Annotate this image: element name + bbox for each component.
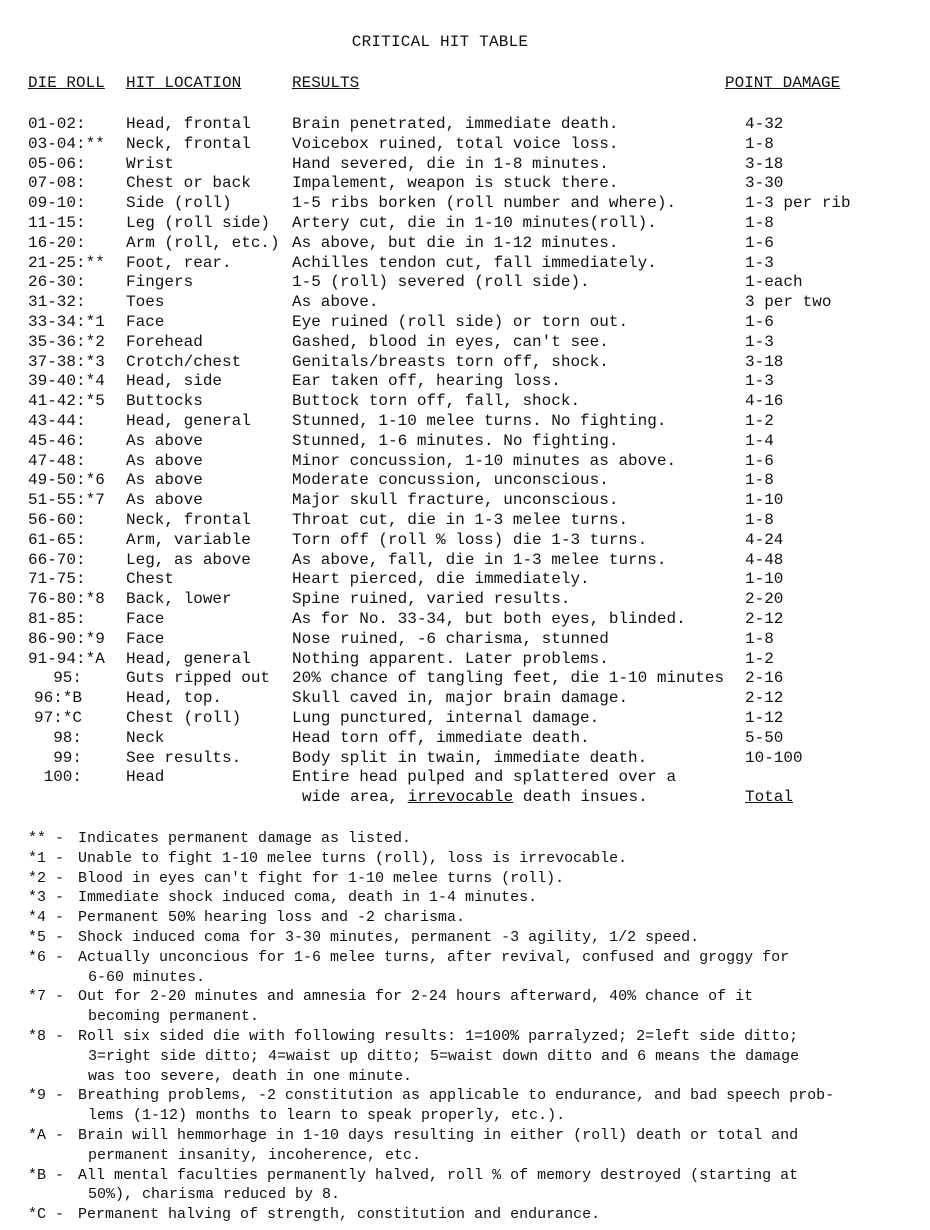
header-results: RESULTS [292, 74, 360, 92]
footnote-text: was too severe, death in one minute. [88, 1067, 413, 1085]
footnote [28, 1027, 918, 1086]
hit-location-cell: Leg (roll side) [126, 213, 271, 232]
die-roll-cell: 56-60: [28, 510, 86, 529]
hit-location-cell: Head, general [126, 411, 251, 430]
point-damage-cell: 1-2 [745, 649, 774, 668]
point-damage-cell: 1-8 [745, 471, 774, 490]
results-cell: Head torn off, immediate death. [292, 728, 590, 747]
hit-location-cell: Chest [126, 570, 175, 589]
results-cell: Heart pierced, die immediately. [292, 570, 590, 589]
footnote [28, 829, 918, 849]
die-roll-cell: 71-75: [28, 570, 86, 589]
footnote-text: 3=right side ditto; 4=waist up ditto; 5=waist down ditto and 6 means the damage [88, 1047, 800, 1065]
results-cell: As for No. 33-34, but both eyes, blinded. [292, 609, 686, 628]
table-row [0, 135, 930, 155]
table-row [0, 511, 930, 531]
table-row [0, 531, 930, 551]
die-roll-cell: 09-10: [28, 194, 86, 213]
die-roll-cell: 37-38:*3 [28, 352, 105, 371]
footnote-marker: *4 - [28, 909, 65, 927]
point-damage-cell: 3-18 [745, 154, 784, 173]
footnote-text: Immediate shock induced coma, death in 1-4 minutes. [78, 889, 538, 907]
footnote-marker: *5 - [28, 928, 65, 946]
die-roll-cell: 81-85: [28, 609, 86, 628]
hit-location-cell: Face [126, 312, 165, 331]
table-row [0, 412, 930, 432]
footnote [28, 987, 918, 1027]
hit-location-cell: Side (roll) [126, 194, 232, 213]
hit-location-cell: Forehead [126, 332, 203, 351]
results-cell: Ear taken off, hearing loss. [292, 372, 561, 391]
footnote [28, 928, 918, 948]
table-row [0, 392, 930, 412]
hit-location-cell: Face [126, 609, 165, 628]
point-damage-cell: 1-8 [745, 510, 774, 529]
footnote-marker: *3 - [28, 889, 65, 907]
hit-location-cell: Back, lower [126, 590, 232, 609]
table-row [0, 115, 930, 135]
point-damage-cell: 4-24 [745, 530, 784, 549]
results-cell: Body split in twain, immediate death. [292, 748, 648, 767]
footnote-text: Permanent halving of strength, constitution and endurance. [78, 1206, 601, 1224]
footnote-marker: *8 - [28, 1027, 65, 1045]
table-row [0, 155, 930, 175]
footnote-text: All mental faculties permanently halved, roll % of memory destroyed (starting at [78, 1166, 799, 1184]
results-cell: Torn off (roll % loss) die 1-3 turns. [292, 530, 648, 549]
die-roll-cell: 61-65: [28, 530, 86, 549]
results-cell: Buttock torn off, fall, shock. [292, 392, 581, 411]
table-row [0, 709, 930, 729]
footnote-text: 50%), charisma reduced by 8. [88, 1186, 341, 1204]
footnote [28, 888, 918, 908]
footnote-marker: *C - [28, 1206, 65, 1224]
die-roll-cell: 98: [53, 728, 82, 747]
die-roll-cell: 66-70: [28, 550, 86, 569]
point-damage-cell: 4-16 [745, 392, 784, 411]
table-row [0, 293, 930, 313]
hit-location-cell: Head [126, 768, 165, 787]
table-row [0, 313, 930, 333]
hit-location-cell: See results. [126, 748, 242, 767]
table-row [0, 749, 930, 769]
results-cell: As above. [292, 293, 379, 312]
page-title: CRITICAL HIT TABLE [351, 33, 529, 51]
results-cell: Voicebox ruined, total voice loss. [292, 134, 619, 153]
table-row [0, 471, 930, 491]
footnote-text: lems (1-12) months to learn to speak properly, etc.). [88, 1107, 566, 1125]
table-row [0, 372, 930, 392]
hit-location-cell: Fingers [126, 273, 194, 292]
point-damage-cell: 1-12 [745, 708, 784, 727]
point-damage-cell: 3-18 [745, 352, 784, 371]
hit-location-cell: Arm (roll, etc.) [126, 233, 280, 252]
point-damage-cell: 1-3 [745, 332, 774, 351]
footnote-marker: *B - [28, 1166, 65, 1184]
table-row [0, 234, 930, 254]
footnote-text: becoming permanent. [88, 1008, 260, 1026]
hit-location-cell: Leg, as above [126, 550, 251, 569]
footnote-text: Shock induced coma for 3-30 minutes, permanent -3 agility, 1/2 speed. [78, 928, 700, 946]
point-damage-cell: 5-50 [745, 728, 784, 747]
results-cell: Skull caved in, major brain damage. [292, 689, 629, 708]
hit-location-cell: As above [126, 431, 203, 450]
table-row [0, 214, 930, 234]
results-cell: Minor concussion, 1-10 minutes as above. [292, 451, 677, 470]
die-roll-cell: 47-48: [28, 451, 86, 470]
results-cell: Throat cut, die in 1-3 melee turns. [292, 510, 629, 529]
header-die-roll: DIE ROLL [28, 74, 105, 92]
results-cell: Major skull fracture, unconscious. [292, 491, 619, 510]
hit-location-cell: Head, top. [126, 689, 223, 708]
footnote [28, 948, 918, 988]
results-cell: Nose ruined, -6 charisma, stunned [292, 629, 609, 648]
die-roll-cell: 11-15: [28, 213, 86, 232]
table-row [0, 590, 930, 610]
table-row [0, 194, 930, 214]
die-roll-cell: 05-06: [28, 154, 86, 173]
footnote-marker: *2 - [28, 869, 65, 887]
point-damage-cell: Total [745, 788, 794, 807]
die-roll-cell: 26-30: [28, 273, 86, 292]
footnote-text: Breathing problems, -2 constitution as applicable to endurance, and bad speech prob- [78, 1087, 835, 1105]
footnote-marker: *A - [28, 1126, 65, 1144]
point-damage-cell: 1-2 [745, 411, 774, 430]
point-damage-cell: 1-each [745, 273, 803, 292]
table-row [0, 689, 930, 709]
point-damage-cell: 1-10 [745, 570, 784, 589]
point-damage-cell: 1-6 [745, 451, 774, 470]
table-row [0, 273, 930, 293]
critical-hit-table [0, 115, 930, 808]
table-row [0, 333, 930, 353]
point-damage-cell: 1-6 [745, 312, 774, 331]
hit-location-cell: Head, general [126, 649, 251, 668]
footnotes [28, 829, 918, 1225]
die-roll-cell: 41-42:*5 [28, 392, 105, 411]
results-cell: Lung punctured, internal damage. [292, 708, 600, 727]
footnote-text: Permanent 50% hearing loss and -2 charisma. [78, 909, 466, 927]
point-damage-cell: 1-6 [745, 233, 774, 252]
die-roll-cell: 76-80:*8 [28, 590, 105, 609]
die-roll-cell: 31-32: [28, 293, 86, 312]
die-roll-cell: 51-55:*7 [28, 491, 105, 510]
results-cell-continued [302, 788, 648, 808]
die-roll-cell: 35-36:*2 [28, 332, 105, 351]
hit-location-cell: Foot, rear. [126, 253, 232, 272]
footnote-marker: ** - [28, 830, 65, 847]
die-roll-cell: 33-34:*1 [28, 312, 105, 331]
footnote-text: Indicates permanent damage as listed. [78, 830, 412, 847]
results-cell: Gashed, blood in eyes, can't see. [292, 332, 609, 351]
die-roll-cell: 03-04:** [28, 134, 105, 153]
point-damage-cell: 1-8 [745, 134, 774, 153]
table-row [0, 452, 930, 472]
point-damage-cell: 1-10 [745, 491, 784, 510]
point-damage-cell: 2-12 [745, 609, 784, 628]
results-cell: As above, fall, die in 1-3 melee turns. [292, 550, 667, 569]
die-roll-cell: 49-50:*6 [28, 471, 105, 490]
results-cell: Spine ruined, varied results. [292, 590, 571, 609]
hit-location-cell: Neck, frontal [126, 510, 251, 529]
point-damage-cell: 1-8 [745, 213, 774, 232]
table-row [0, 353, 930, 373]
die-roll-cell: 97:*C [33, 708, 82, 727]
table-row [0, 729, 930, 749]
die-roll-cell: 16-20: [28, 233, 86, 252]
hit-location-cell: Buttocks [126, 392, 203, 411]
header-hit-location: HIT LOCATION [126, 74, 242, 92]
hit-location-cell: Toes [126, 293, 165, 312]
results-cell: 20% chance of tangling feet, die 1-10 minutes [292, 669, 725, 688]
results-cell: Stunned, 1-10 melee turns. No fighting. [292, 411, 667, 430]
results-text: death insues. [522, 788, 648, 807]
hit-location-cell: Neck, frontal [126, 134, 251, 153]
point-damage-cell: 4-48 [745, 550, 784, 569]
footnote-text: Roll six sided die with following results: 1=100% parralyzed; 2=left side ditto; [78, 1027, 799, 1045]
hit-location-cell: Face [126, 629, 165, 648]
results-text: wide area, [302, 788, 399, 807]
results-cell: 1-5 ribs borken (roll number and where). [292, 194, 677, 213]
results-cell: As above, but die in 1-12 minutes. [292, 233, 619, 252]
die-roll-cell: 07-08: [28, 174, 86, 193]
footnote-text: Unable to fight 1-10 melee turns (roll), loss is irrevocable. [78, 849, 628, 867]
hit-location-cell: Chest (roll) [126, 708, 242, 727]
footnote-text: Actually unconcious for 1-6 melee turns, after revival, confused and groggy for [78, 948, 790, 966]
results-cell: Entire head pulped and splattered over a [292, 768, 677, 787]
footnote-marker: *1 - [28, 849, 65, 867]
results-cell: Impalement, weapon is stuck there. [292, 174, 619, 193]
die-roll-cell: 86-90:*9 [28, 629, 105, 648]
die-roll-cell: 39-40:*4 [28, 372, 105, 391]
table-row [0, 254, 930, 274]
table-row [0, 630, 930, 650]
die-roll-cell: 45-46: [28, 431, 86, 450]
footnote-text: permanent insanity, incoherence, etc. [88, 1146, 422, 1164]
die-roll-cell: 96:*B [33, 689, 82, 708]
footnote-marker: *9 - [28, 1087, 65, 1105]
footnote-marker: *6 - [28, 948, 65, 966]
point-damage-cell: 10-100 [745, 748, 803, 767]
point-damage-cell: 3 per two [745, 293, 832, 312]
die-roll-cell: 99: [53, 748, 82, 767]
hit-location-cell: Crotch/chest [126, 352, 242, 371]
results-cell: Hand severed, die in 1-8 minutes. [292, 154, 609, 173]
results-cell: Moderate concussion, unconscious. [292, 471, 609, 490]
footnote [28, 869, 918, 889]
hit-location-cell: As above [126, 471, 203, 490]
footnote-text: Out for 2-20 minutes and amnesia for 2-24 hours afterward, 40% chance of it [78, 988, 754, 1006]
die-roll-cell: 95: [53, 669, 82, 688]
results-cell: Artery cut, die in 1-10 minutes(roll). [292, 213, 657, 232]
footnote [28, 1086, 918, 1126]
footnote [28, 849, 918, 869]
hit-location-cell: Head, frontal [126, 115, 251, 133]
hit-location-cell: Wrist [126, 154, 175, 173]
results-cell: Eye ruined (roll side) or torn out. [292, 312, 629, 331]
die-roll-cell: 01-02: [28, 115, 86, 133]
table-row [0, 174, 930, 194]
table-row [0, 551, 930, 571]
footnote-text: 6-60 minutes. [88, 968, 206, 986]
die-roll-cell: 43-44: [28, 411, 86, 430]
die-roll-cell: 91-94:*A [28, 649, 105, 668]
results-cell: 1-5 (roll) severed (roll side). [292, 273, 590, 292]
hit-location-cell: Head, side [126, 372, 223, 391]
footnote-text: Brain will hemmorhage in 1-10 days resulting in either (roll) death or total and [78, 1126, 799, 1144]
hit-location-cell: Arm, variable [126, 530, 251, 549]
results-text-underlined: irrevocable [407, 788, 514, 807]
point-damage-cell: 1-3 [745, 372, 774, 391]
table-row [0, 610, 930, 630]
footnote [28, 1166, 918, 1206]
table-row [0, 432, 930, 452]
results-cell: Nothing apparent. Later problems. [292, 649, 609, 668]
hit-location-cell: Neck [126, 728, 165, 747]
footnote [28, 908, 918, 928]
footnote [28, 1205, 918, 1225]
hit-location-cell: As above [126, 491, 203, 510]
table-row [0, 491, 930, 511]
footnote [28, 1126, 918, 1166]
point-damage-cell: 1-4 [745, 431, 774, 450]
point-damage-cell: 2-12 [745, 689, 784, 708]
table-row [0, 669, 930, 689]
results-cell: Stunned, 1-6 minutes. No fighting. [292, 431, 619, 450]
point-damage-cell: 2-20 [745, 590, 784, 609]
point-damage-cell: 2-16 [745, 669, 784, 688]
results-cell: Genitals/breasts torn off, shock. [292, 352, 609, 371]
point-damage-cell: 1-3 per rib [745, 194, 851, 213]
die-roll-cell: 21-25:** [28, 253, 105, 272]
footnote-marker: *7 - [28, 988, 65, 1006]
footnote-text: Blood in eyes can't fight for 1-10 melee turns (roll). [78, 869, 565, 887]
table-row [0, 650, 930, 670]
hit-location-cell: Guts ripped out [126, 669, 271, 688]
table-row [0, 570, 930, 590]
header-point-damage: POINT DAMAGE [725, 74, 841, 92]
hit-location-cell: As above [126, 451, 203, 470]
table-row [0, 768, 930, 808]
point-damage-cell: 4-32 [745, 115, 784, 133]
results-cell: Achilles tendon cut, fall immediately. [292, 253, 657, 272]
hit-location-cell: Chest or back [126, 174, 251, 193]
point-damage-cell: 1-8 [745, 629, 774, 648]
point-damage-cell: 3-30 [745, 174, 784, 193]
die-roll-cell: 100: [43, 768, 82, 787]
point-damage-cell: 1-3 [745, 253, 774, 272]
results-cell: Brain penetrated, immediate death. [292, 115, 619, 133]
